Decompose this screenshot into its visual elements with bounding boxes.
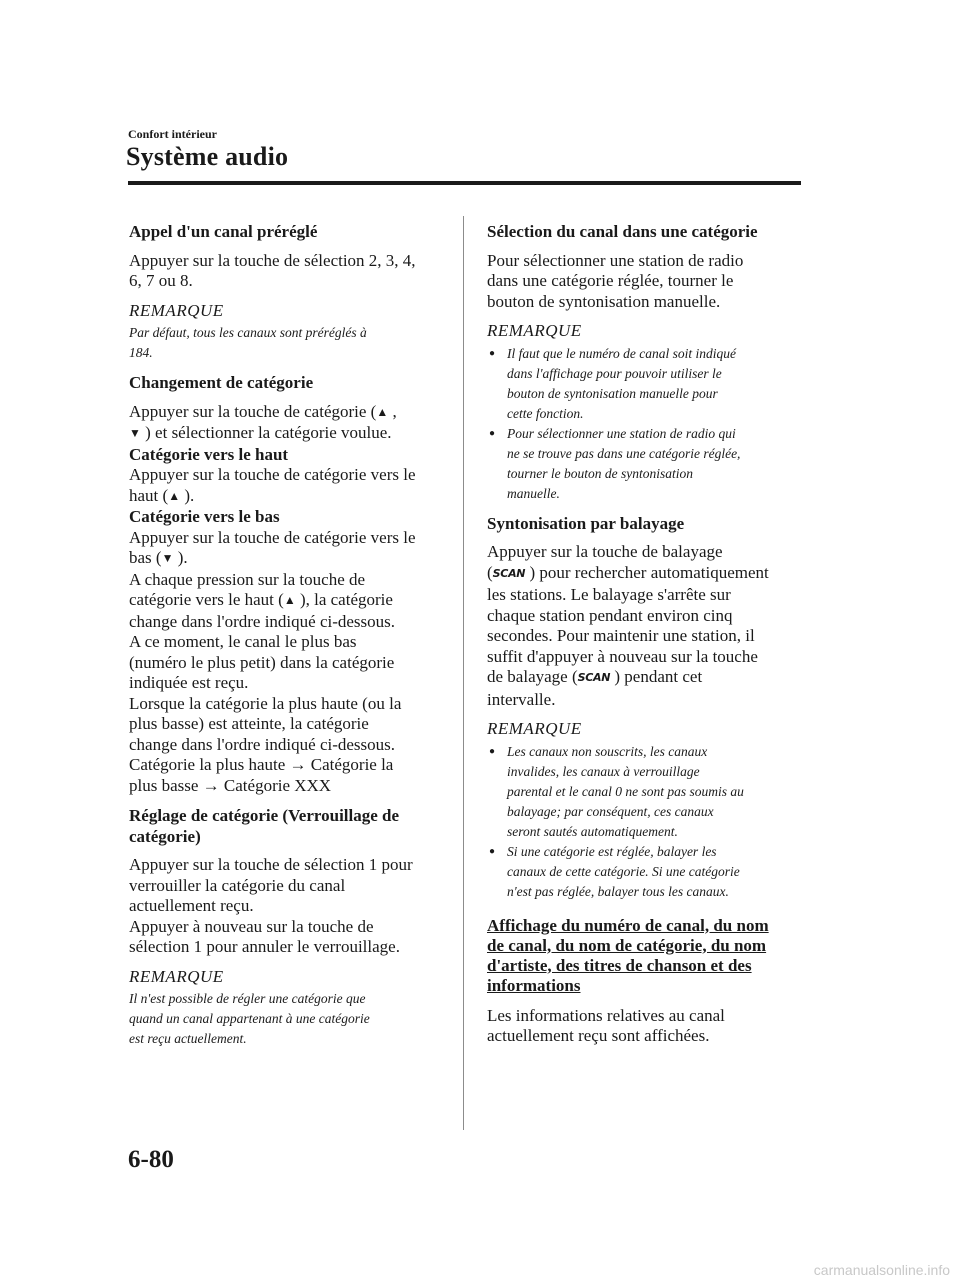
heading-display-info: [487, 916, 802, 996]
remarque-text: [129, 323, 444, 363]
text-line: plus basse) est atteinte, la catégorie: [129, 714, 369, 733]
text-line: plus basse → Catégorie XXX: [129, 775, 332, 795]
text-line: secondes. Pour maintenir une station, il: [487, 626, 755, 645]
text-fragment: de balayage (: [487, 667, 578, 686]
text-line: 184.: [129, 345, 153, 360]
text-line: [129, 423, 444, 445]
subheading-category-down: Catégorie vers le bas: [129, 507, 280, 526]
remarque-label: REMARQUE: [129, 300, 224, 320]
text-fragment: ) et sélectionner la catégorie voulue.: [140, 423, 392, 442]
remarque-bullets: [487, 344, 802, 504]
text-line: suffit d'appuyer à nouveau sur la touche: [487, 646, 758, 666]
bullet-item: [487, 344, 802, 424]
bullet-item: [487, 424, 802, 504]
text-line: [129, 486, 444, 508]
text-line: balayage; par conséquent, ces canaux: [507, 803, 714, 819]
text-line: Appuyer sur la touche de balayage: [487, 542, 723, 561]
up-triangle-icon: ▲: [168, 488, 181, 503]
text-line: n'est pas réglée, balayer tous les canaux.: [507, 883, 729, 899]
text-line: actuellement reçu.: [129, 896, 254, 915]
remarque-label: REMARQUE: [129, 966, 224, 986]
text-fragment: catégorie vers le haut (: [129, 590, 284, 609]
bullet-item: [487, 742, 802, 842]
text-line: tourner le bouton de syntonisation: [507, 465, 693, 481]
text-line: Appuyer sur la touche de catégorie vers le: [129, 465, 416, 484]
left-column: [129, 212, 444, 1057]
text-line: Appuyer sur la touche de sélection 1 pour: [129, 855, 413, 874]
text-line: est reçu actuellement.: [129, 1031, 247, 1046]
text-line: sélection 1 pour annuler le verrouillage.: [129, 937, 400, 956]
page-title: Système audio: [126, 142, 289, 171]
text-line: 6, 7 ou 8.: [129, 271, 193, 290]
paragraph-select-channel: [487, 251, 802, 313]
bullet-text: [507, 742, 802, 842]
text-line: parental et le canal 0 ne sont pas soumis au: [507, 783, 744, 799]
text-line: les stations. Le balayage s'arrête sur: [487, 585, 731, 604]
bullet-icon: ●: [489, 845, 496, 857]
text-line: actuellement reçu sont affichées.: [487, 1026, 710, 1045]
scan-button-icon: SCAN: [577, 671, 611, 684]
text-line: Par défaut, tous les canaux sont préréglés à: [129, 325, 367, 340]
watermark: carmanualsonline.info: [813, 1262, 950, 1278]
remarque-text: [129, 989, 444, 1049]
paragraph-preset-channel: [129, 251, 444, 292]
heading-category-lock: [129, 806, 444, 847]
heading-scan-tuning: Syntonisation par balayage: [487, 513, 685, 533]
text-fragment: Appuyer sur la touche de catégorie (: [129, 401, 377, 421]
text-line: [129, 590, 444, 612]
paragraph-scan-tuning: [487, 542, 802, 710]
text-line: Les informations relatives au canal: [487, 1005, 725, 1025]
text-line: A ce moment, le canal le plus bas: [129, 632, 357, 651]
text-line: invalides, les canaux à verrouillage: [507, 763, 700, 779]
text-line: de canal, du nom de catégorie, du nom: [487, 935, 767, 955]
text-line: Affichage du numéro de canal, du nom: [487, 915, 769, 935]
bullet-icon: ●: [489, 347, 496, 359]
heading-select-channel: Sélection du canal dans une catégorie: [487, 222, 758, 241]
text-fragment: bas (: [129, 548, 162, 567]
text-line: change dans l'ordre indiqué ci-dessous.: [129, 734, 396, 754]
text-line: Appuyer sur la touche de sélection 2, 3, 4,: [129, 250, 416, 270]
remarque-label: REMARQUE: [487, 719, 582, 738]
text-line: Appuyer sur la touche de catégorie vers le: [129, 527, 416, 547]
remarque-bullets: [487, 742, 802, 902]
heading-preset-channel: Appel d'un canal préréglé: [129, 222, 318, 241]
down-triangle-icon: ▼: [161, 551, 174, 565]
text-fragment: ,: [388, 401, 397, 421]
heading-category-change: Changement de catégorie: [129, 373, 314, 392]
bullet-text: [507, 424, 802, 504]
text-line: seront sautés automatiquement.: [507, 823, 678, 839]
bullet-icon: ●: [489, 745, 496, 757]
text-line: Il faut que le numéro de canal soit indiqué: [507, 345, 736, 361]
text-line: ne se trouve pas dans une catégorie réglée,: [507, 445, 741, 461]
text-line: verrouiller la catégorie du canal: [129, 875, 346, 895]
text-line: Il n'est possible de régler une catégorie que: [129, 991, 366, 1006]
text-line: dans une catégorie réglée, tourner le: [487, 271, 734, 290]
bullet-icon: ●: [489, 427, 496, 439]
text-line: manuelle.: [507, 485, 560, 501]
text-fragment: ).: [180, 485, 195, 505]
text-line: A chaque pression sur la touche de: [129, 569, 366, 589]
subheading-category-up: Catégorie vers le haut: [129, 444, 289, 464]
text-line: [487, 563, 802, 586]
text-fragment: ) pendant cet: [610, 667, 703, 686]
up-triangle-icon: ▲: [376, 404, 389, 419]
paragraph-category-lock: [129, 855, 444, 958]
text-fragment: ) pour rechercher automatiquement: [525, 562, 769, 582]
text-line: chaque station pendant environ cinq: [487, 605, 733, 625]
bullet-text: [507, 344, 802, 424]
text-line: [129, 402, 444, 424]
up-triangle-icon: ▲: [283, 593, 296, 607]
title-rule: [128, 181, 801, 185]
text-line: canaux de cette catégorie. Si une catégorie: [507, 863, 740, 879]
text-line: [129, 548, 444, 570]
text-fragment: ).: [173, 548, 188, 567]
text-line: quand un canal appartenant à une catégorie: [129, 1011, 370, 1026]
text-line: informations: [487, 975, 581, 995]
text-line: Catégorie la plus haute → Catégorie la: [129, 755, 394, 774]
text-line: cette fonction.: [507, 405, 584, 421]
text-line: (numéro le plus petit) dans la catégorie: [129, 652, 395, 672]
text-fragment: ), la catégorie: [295, 590, 393, 609]
text-line: Pour sélectionner une station de radio qui: [507, 425, 736, 441]
paragraph-category-change: [129, 402, 444, 797]
text-line: change dans l'ordre indiqué ci-dessous.: [129, 611, 396, 631]
text-line: intervalle.: [487, 689, 556, 709]
section-label: Confort intérieur: [128, 127, 217, 141]
text-line: bouton de syntonisation manuelle pour: [507, 385, 718, 401]
scan-button-icon: SCAN: [492, 566, 526, 580]
text-line: Lorsque la catégorie la plus haute (ou la: [129, 693, 402, 713]
down-triangle-icon: ▼: [129, 426, 141, 440]
text-line: Pour sélectionner une station de radio: [487, 250, 744, 270]
text-line: d'artiste, des titres de chanson et des: [487, 955, 752, 975]
text-fragment: haut (: [129, 485, 169, 505]
text-line: indiquée est reçu.: [129, 673, 249, 692]
text-line: bouton de syntonisation manuelle.: [487, 291, 721, 311]
right-column: [487, 212, 802, 1053]
text-line: dans l'affichage pour pouvoir utiliser le: [507, 365, 722, 381]
text-fragment: (: [487, 562, 493, 582]
text-line: catégorie): [129, 826, 201, 846]
text-line: Les canaux non souscrits, les canaux: [507, 743, 708, 759]
bullet-text: [507, 842, 802, 902]
text-line: Réglage de catégorie (Verrouillage de: [129, 806, 400, 825]
remarque-label: REMARQUE: [487, 321, 582, 340]
text-line: [487, 667, 802, 690]
column-divider: [463, 216, 464, 1130]
text-line: Appuyer à nouveau sur la touche de: [129, 916, 374, 936]
page-number: 6-80: [128, 1146, 174, 1173]
bullet-item: [487, 842, 802, 902]
paragraph-display-info: [487, 1006, 802, 1047]
text-line: Si une catégorie est réglée, balayer les: [507, 843, 717, 859]
